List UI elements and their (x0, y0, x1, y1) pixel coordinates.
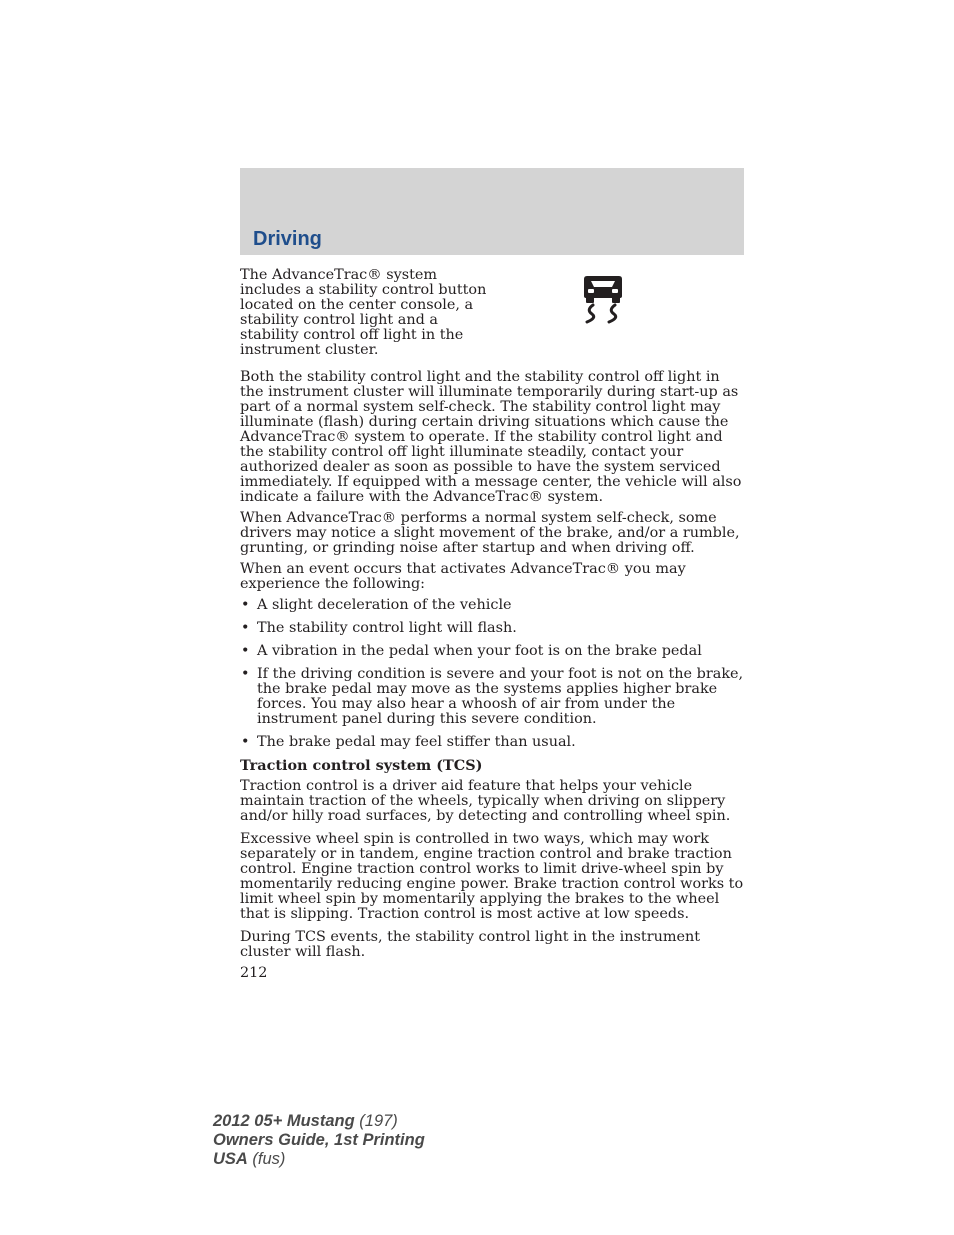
footer-market: USA (213, 1150, 248, 1168)
paragraph-light-behavior: Both the stability control light and the stability control off light in the instrument cluster will illuminate temporarily during start-up as part of a normal system self-check. The stability control light may illuminate (flash) during certain driving situations which cause the AdvanceTrac® system to operate. If the stability control light and the stability control off light illuminate steadily, contact your authorized dealer as soon as possible to have the system serviced immediately. If equipped with a message center, the vehicle will also indicate a failure with the AdvanceTrac® system. (240, 369, 742, 505)
list-item: • If the driving condition is severe and your foot is not on the brake, the brake pedal may move as the systems applies higher brake forces. You may also hear a whoosh of air from under the instrument panel during this severe condition. (240, 667, 746, 727)
footer-model: 2012 05+ Mustang (213, 1112, 355, 1130)
page-number: 212 (240, 965, 268, 981)
tcs-paragraph-intro: Traction control is a driver aid feature that helps your vehicle maintain traction of the wheels, typically when driving on slippery and/or hilly road surfaces, by detecting and controlling wheel spin. (240, 778, 731, 824)
tcs-paragraph-wheel-spin: Excessive wheel spin is controlled in two ways, which may work separately or in tandem, engine traction control and brake traction control. Engine traction control works to limit drive-wheel spin by momentarily reducing engine power. Brake traction control works to limit wheel spin by momentarily applying the brakes to the wheel that is slipping. Traction control is most active at low speeds. (240, 831, 744, 922)
list-item: • The stability control light will flash. (240, 621, 746, 636)
document-footer (213, 1112, 425, 1169)
intro-row (240, 268, 746, 364)
paragraph-event: When an event occurs that activates AdvanceTrac® you may experience the following: (240, 561, 686, 592)
list-item: • A slight deceleration of the vehicle (240, 598, 746, 613)
effects-list (240, 598, 746, 750)
tcs-heading: Traction control system (TCS) (240, 757, 483, 774)
list-item: • The brake pedal may feel stiffer than usual. (240, 735, 746, 750)
footer-market-code: (fus) (247, 1150, 286, 1168)
intro-paragraph: The AdvanceTrac® system includes a stability control button located on the center console, a stability control light and a stability control off light in the instrument cluster. (240, 267, 487, 358)
tcs-paragraph-events: During TCS events, the stability control light in the instrument cluster will flash. (240, 929, 701, 960)
list-item: • A vibration in the pedal when your foot is on the brake pedal (240, 644, 746, 659)
footer-model-code: (197) (354, 1112, 398, 1130)
page-content (240, 268, 746, 981)
stability-control-light-icon (581, 272, 641, 364)
footer-guide: Owners Guide, 1st Printing (213, 1131, 425, 1149)
footer-line-guide (213, 1131, 425, 1150)
footer-line-market (213, 1150, 425, 1169)
section-title: Driving (253, 228, 322, 250)
stability-control-light-icon-svg (581, 272, 625, 324)
paragraph-self-check: When AdvanceTrac® performs a normal system self-check, some drivers may notice a slight movement of the brake, and/or a rumble, grunting, or grinding noise after startup and when driving off. (240, 510, 740, 556)
footer-line-model (213, 1112, 425, 1131)
section-header-band (240, 168, 744, 255)
